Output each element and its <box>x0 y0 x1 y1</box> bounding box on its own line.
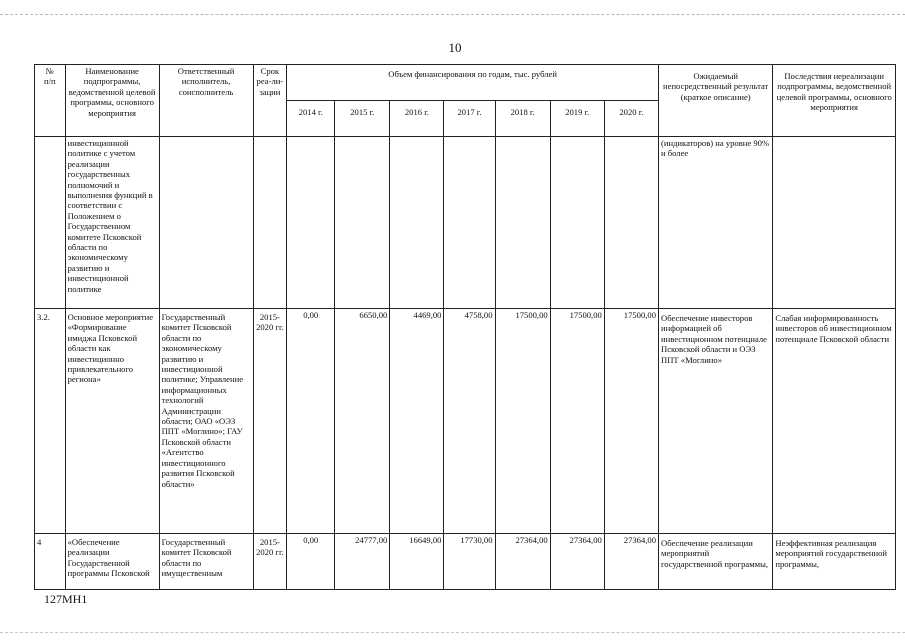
row-executor: Государственный комитет Псковской области по имущественным <box>159 534 253 590</box>
row-value: 4469,00 <box>390 309 444 534</box>
row-value: 4758,00 <box>444 309 495 534</box>
row-value: 27364,00 <box>495 534 550 590</box>
row-number <box>35 137 66 309</box>
year-2018: 2018 г. <box>495 101 550 137</box>
row-executor: Государственный комитет Псковской области по экономическому развитию и инвестиционной политике; Управление информационных технологий Администрации области; ОАО «ОЭЗ ППТ «Моглино»; ГАУ Псковской области «Агентство инвестиционного развития Псковской области» <box>159 309 253 534</box>
financing-table <box>34 64 896 590</box>
row-value <box>287 137 335 309</box>
year-2020: 2020 г. <box>604 101 658 137</box>
row-value: 24777,00 <box>335 534 390 590</box>
row-value <box>550 137 604 309</box>
row-consequence: Неэффективная реализация мероприятий государственной программы, <box>773 534 896 590</box>
table-row <box>35 534 896 590</box>
row-number: 4 <box>35 534 66 590</box>
table-header-row <box>35 65 896 101</box>
row-term: 2015-2020 гг. <box>253 534 287 590</box>
row-value: 27364,00 <box>550 534 604 590</box>
header-name: Наименование подпрограммы, ведомственной целевой программы, основного мероприятия <box>65 65 159 137</box>
row-result: (индикаторов) на уровне 90% и более <box>659 137 773 309</box>
scan-bottom-edge <box>0 632 905 633</box>
row-value <box>604 137 658 309</box>
header-number: № п/п <box>35 65 66 137</box>
row-number: 3.2. <box>35 309 66 534</box>
row-name: «Обеспечение реализации Государственной программы Псковской <box>65 534 159 590</box>
row-value <box>444 137 495 309</box>
document-code: 127МН1 <box>44 592 88 606</box>
row-executor <box>159 137 253 309</box>
row-name: инвестиционной политике с учетом реализации государственных полномочий и выполнения функций в соответствии с Положением о Государственном комитете Псковской области по экономическому развитию и инвестиционной политике <box>65 137 159 309</box>
row-value: 27364,00 <box>604 534 658 590</box>
row-name: Основное мероприятие «Формирование имиджа Псковской области как инвестиционно привлекательного региона» <box>65 309 159 534</box>
table-row <box>35 309 896 534</box>
year-2019: 2019 г. <box>550 101 604 137</box>
scan-top-edge <box>0 14 905 15</box>
row-value: 17730,00 <box>444 534 495 590</box>
header-term: Срок реа-ли-зации <box>253 65 287 137</box>
table-row <box>35 137 896 309</box>
row-result: Обеспечение инвесторов информацией об инвестиционном потенциале Псковской области и ОЭЗ ППТ «Моглино» <box>659 309 773 534</box>
row-result: Обеспечение реализации мероприятий государственной программы, <box>659 534 773 590</box>
year-2017: 2017 г. <box>444 101 495 137</box>
row-value <box>495 137 550 309</box>
row-consequence: Слабая информированность инвесторов об инвестиционном потенциале Псковской области <box>773 309 896 534</box>
row-value: 6650,00 <box>335 309 390 534</box>
row-term: 2015-2020 гг. <box>253 309 287 534</box>
row-value <box>390 137 444 309</box>
row-value: 0,00 <box>287 534 335 590</box>
year-2014: 2014 г. <box>287 101 335 137</box>
row-value: 17500,00 <box>550 309 604 534</box>
row-consequence <box>773 137 896 309</box>
page-number: 10 <box>448 40 462 55</box>
header-financing: Объем финансирования по годам, тыс. рублей <box>287 65 659 101</box>
year-2016: 2016 г. <box>390 101 444 137</box>
row-value <box>335 137 390 309</box>
row-value: 0,00 <box>287 309 335 534</box>
header-consequence: Последствия нереализации подпрограммы, ведомственной целевой программы, основного мероприятия <box>773 65 896 137</box>
year-2015: 2015 г. <box>335 101 390 137</box>
row-value: 17500,00 <box>604 309 658 534</box>
row-value: 17500,00 <box>495 309 550 534</box>
row-value: 16649,00 <box>390 534 444 590</box>
row-term <box>253 137 287 309</box>
header-result: Ожидаемый непосредственный результат (краткое описание) <box>659 65 773 137</box>
header-executor: Ответственный исполнитель, соисполнитель <box>159 65 253 137</box>
